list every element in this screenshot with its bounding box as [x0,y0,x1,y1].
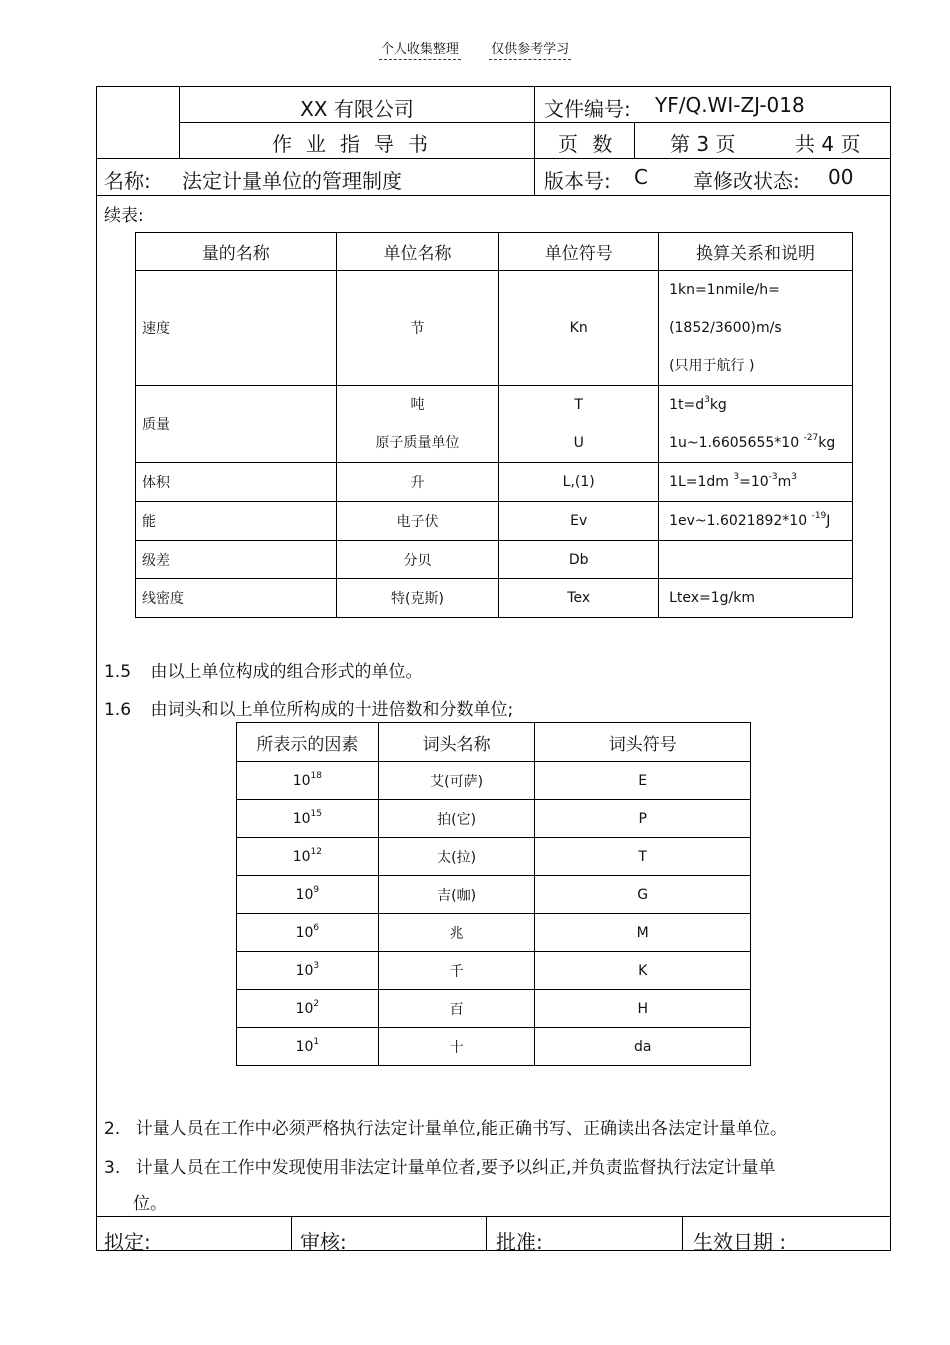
quantity-cell: 能 [136,502,337,541]
section-text: 计量人员在工作中必须严格执行法定计量单位,能正确书写、正确读出各法定计量单位。 [135,1119,788,1139]
unit-name-cell: 节 [336,271,499,386]
page-total: 共 4 页 [795,132,861,156]
header-prefix-symbol: 词头符号 [535,723,751,762]
section-text: 由词头和以上单位所构成的十进倍数和分数单位; [150,700,514,720]
section-number: 1.6 [104,700,132,720]
prefix-symbol-cell: M [535,914,751,952]
section-3-continued: 位。 [133,1194,167,1214]
reviewed-label: 审核: [300,1230,347,1254]
table-row [237,876,751,914]
unit-name-cell: 特(克斯) [336,579,499,618]
approved-label: 批准: [496,1230,543,1254]
quantity-cell: 体积 [136,463,337,502]
header-divider-1 [179,122,891,123]
unit-symbol-line: U [573,435,584,451]
table-row [136,579,853,618]
factor-cell: $10^6$ [237,914,379,952]
section-text: 计量人员在工作中发现使用非法定计量单位者,要予以纠正,并负责监督执行法定计量单 [135,1158,776,1178]
watermark [0,38,950,57]
watermark-right: 仅供参考学习 [489,42,571,60]
header-unit-name: 单位名称 [336,233,499,271]
version-value: C [634,165,648,189]
prefix-table [236,722,751,1066]
footer-vline-3 [682,1216,683,1251]
revision-label: 章修改状态: [693,169,800,193]
table-row [237,1028,751,1066]
table-row [237,952,751,990]
unit-name-line: 原子质量单位 [375,435,460,451]
header-vline-mid [534,86,535,195]
conversion-line: 1kn=1nmile/h= [669,282,780,298]
prefix-symbol-cell: G [535,876,751,914]
table-row [136,271,853,386]
table-row [136,386,853,463]
conversion-cell [659,541,853,579]
doc-name: 法定计量单位的管理制度 [182,169,402,193]
table-row [136,502,853,541]
doc-type: 作业指导书 [272,132,442,156]
prefix-name-cell: 兆 [378,914,535,952]
section-number: 2. [104,1119,121,1139]
name-label: 名称: [104,169,151,193]
table-row [237,990,751,1028]
header-unit-symbol: 单位符号 [499,233,659,271]
header-prefix-name: 词头名称 [378,723,535,762]
prefix-header-row [237,723,751,762]
revision-value: 00 [828,165,854,189]
prefix-symbol-cell: K [535,952,751,990]
conversion-cell: 1L=1dm $^3=10^{-3}m^3$ [659,463,853,502]
conversion-cell [659,386,853,463]
table-row [237,762,751,800]
header-divider-3 [96,195,891,196]
unit-symbol-line: T [574,397,583,413]
unit-symbol-cell: Tex [499,579,659,618]
unit-symbol-cell: Db [499,541,659,579]
section-1-6 [104,695,513,720]
table-row [237,838,751,876]
section-text: 由以上单位构成的组合形式的单位。 [150,662,423,682]
factor-cell: $10^{15}$ [237,800,379,838]
header-quantity: 量的名称 [136,233,337,271]
doc-number-label: 文件编号: [544,97,631,121]
header-conversion: 换算关系和说明 [659,233,853,271]
unit-name-cell: 升 [336,463,499,502]
quantity-cell: 质量 [136,386,337,463]
table-row [136,541,853,579]
prefix-symbol-cell: H [535,990,751,1028]
footer-divider [96,1216,891,1217]
header-factor: 所表示的因素 [237,723,379,762]
prefix-name-cell: 吉(咖) [378,876,535,914]
table-row [237,914,751,952]
prefix-name-cell: 太(拉) [378,838,535,876]
unit-symbol-cell: L,(1) [499,463,659,502]
continued-label: 续表: [104,206,144,226]
pages-label: 页 数 [558,132,617,156]
header-divider-2 [96,158,891,159]
conversion-cell [659,271,853,386]
unit-symbol-cell: Ev [499,502,659,541]
factor-cell: $10^2$ [237,990,379,1028]
prefix-name-cell: 十 [378,1028,535,1066]
doc-number: YF/Q.WI-ZJ-018 [655,93,805,117]
conversion-line: (1852/3600)m/s [669,320,782,336]
prefix-name-cell: 艾(可萨) [378,762,535,800]
conversion-line: (只用于航行 ) [669,358,755,374]
quantity-cell: 线密度 [136,579,337,618]
factor-cell: $10^3$ [237,952,379,990]
unit-symbol-cell: Kn [499,271,659,386]
unit-symbol-cell [499,386,659,463]
prefix-symbol-cell: da [535,1028,751,1066]
prefix-name-cell: 百 [378,990,535,1028]
unit-name-cell: 电子伏 [336,502,499,541]
units-table [135,232,853,618]
company-name: XX 有限公司 [300,97,414,121]
factor-cell: $10^9$ [237,876,379,914]
table-row [136,463,853,502]
conversion-cell: Ltex=1g/km [659,579,853,618]
unit-name-cell [336,386,499,463]
table-row [237,800,751,838]
section-number: 3. [104,1158,121,1178]
effective-date-label: 生效日期 : [693,1230,787,1254]
unit-name-cell: 分贝 [336,541,499,579]
page-current: 第 3 页 [670,132,736,156]
units-header-row [136,233,853,271]
quantity-cell: 速度 [136,271,337,386]
prefix-name-cell: 千 [378,952,535,990]
unit-name-line: 吨 [410,397,425,413]
footer-vline-1 [291,1216,292,1251]
header-vline-pages [634,122,635,158]
factor-cell: $10^1$ [237,1028,379,1066]
quantity-cell: 级差 [136,541,337,579]
section-2 [104,1114,787,1139]
footer-vline-2 [486,1216,487,1251]
factor-cell: $10^{18}$ [237,762,379,800]
section-3 [104,1153,775,1178]
factor-cell: $10^{12}$ [237,838,379,876]
conversion-line: 1u~1.6605655*10 $^{-27}$kg [669,433,836,451]
conversion-line: $1t=d^3kg$ [669,395,727,413]
prefix-symbol-cell: E [535,762,751,800]
section-1-5 [104,657,422,682]
prefix-symbol-cell: T [535,838,751,876]
watermark-left: 个人收集整理 [379,42,461,60]
section-number: 1.5 [104,662,132,682]
prefix-symbol-cell: P [535,800,751,838]
drafted-label: 拟定: [104,1230,151,1254]
conversion-cell: 1ev~1.6021892*10 $^{-19}$J [659,502,853,541]
prefix-name-cell: 拍(它) [378,800,535,838]
version-label: 版本号: [544,169,611,193]
